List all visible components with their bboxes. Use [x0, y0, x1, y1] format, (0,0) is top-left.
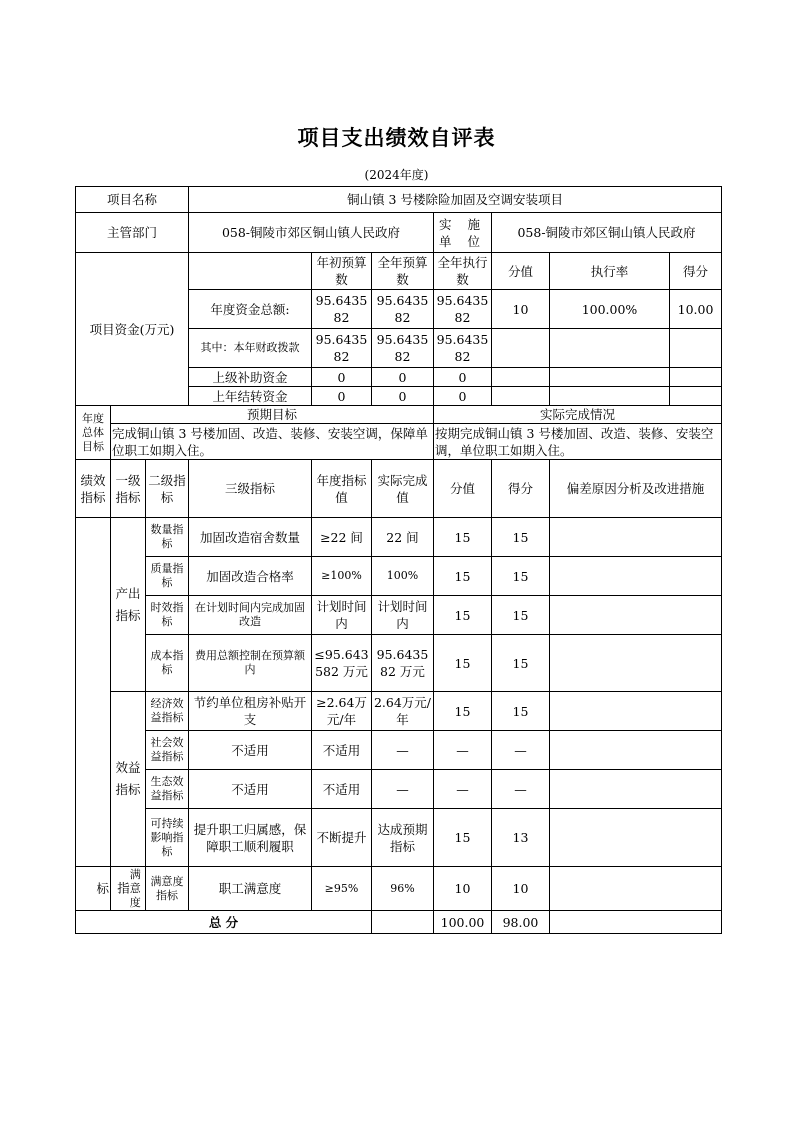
fund-cell: 95.643582	[434, 329, 492, 368]
l2-cell: 可持续影响指标	[146, 809, 189, 867]
target-cell: 不适用	[312, 731, 372, 770]
total-label: 总 分	[76, 911, 372, 934]
indicator-row	[76, 867, 722, 911]
dept-label: 主管部门	[76, 213, 189, 253]
fund-cell	[492, 387, 550, 406]
got-cell: —	[492, 770, 550, 809]
target-cell: ≥2.64万元/年	[312, 692, 372, 731]
fund-header-rate: 执行率	[550, 253, 670, 290]
fund-cell: 0	[434, 368, 492, 387]
l2-cell: 质量指标	[146, 557, 189, 596]
l3-header: 三级指标	[189, 460, 312, 518]
fund-header-b: 全年预算数	[372, 253, 434, 290]
impl-label: 实 施 单 位	[434, 213, 492, 253]
target-cell: ≥22 间	[312, 518, 372, 557]
fund-label: 项目资金(万元)	[76, 253, 189, 406]
score-cell: 15	[434, 557, 492, 596]
target-cell: ≤95.643582 万元	[312, 635, 372, 692]
fund-cell: 0	[312, 368, 372, 387]
actual-cell: 22 间	[372, 518, 434, 557]
score-cell: 15	[434, 635, 492, 692]
l2-cell: 满意度指标	[146, 867, 189, 911]
l3-cell: 加固改造合格率	[189, 557, 312, 596]
project-name-label: 项目名称	[76, 187, 189, 213]
fund-cell	[492, 368, 550, 387]
fund-cell	[670, 368, 722, 387]
l3-cell: 不适用	[189, 731, 312, 770]
fund-cell: 95.643582	[434, 290, 492, 329]
actual-cell: 计划时间内	[372, 596, 434, 635]
l2-cell: 社会效益指标	[146, 731, 189, 770]
report-year: (2024年度)	[364, 168, 429, 182]
total-row	[76, 911, 722, 934]
indicator-header-row	[76, 460, 722, 518]
actual-header: 实际完成值	[372, 460, 434, 518]
fund-row-label: 上年结转资金	[189, 387, 312, 406]
got-cell: 13	[492, 809, 550, 867]
satisfaction-l1-char: 指	[117, 880, 130, 895]
l2-cell: 数量指标	[146, 518, 189, 557]
output-l1: 产出指标	[111, 518, 146, 692]
got-cell: 15	[492, 518, 550, 557]
reason-cell	[550, 809, 722, 867]
reason-cell	[550, 770, 722, 809]
fund-cell	[492, 329, 550, 368]
dept-value: 058-铜陵市郊区铜山镇人民政府	[189, 213, 434, 253]
fund-cell	[550, 329, 670, 368]
perf-column-blank	[76, 518, 111, 867]
score-cell: 15	[434, 596, 492, 635]
actual-cell: —	[372, 731, 434, 770]
satisfaction-perf-fragment: 标	[76, 867, 111, 911]
got-cell: 15	[492, 596, 550, 635]
got-header: 得分	[492, 460, 550, 518]
goal-expected-label: 预期目标	[111, 406, 434, 424]
total-got: 98.00	[492, 911, 550, 934]
fund-cell: 0	[312, 387, 372, 406]
actual-cell: —	[372, 770, 434, 809]
impl-value: 058-铜陵市郊区铜山镇人民政府	[492, 213, 722, 253]
target-header: 年度指标值	[312, 460, 372, 518]
fund-cell: 95.643582	[312, 290, 372, 329]
perf-header: 绩效指标	[76, 460, 111, 518]
reason-cell	[550, 596, 722, 635]
score-cell: 15	[434, 692, 492, 731]
fund-cell: 95.643582	[372, 290, 434, 329]
evaluation-table	[75, 186, 722, 934]
reason-cell	[550, 867, 722, 911]
fund-cell: 95.643582	[312, 329, 372, 368]
fund-cell: 0	[372, 368, 434, 387]
target-cell: ≥100%	[312, 557, 372, 596]
page-title: 项目支出绩效自评表	[297, 126, 496, 150]
l1-header: 一级指标	[111, 460, 146, 518]
score-cell: 10	[434, 867, 492, 911]
l3-cell: 不适用	[189, 770, 312, 809]
got-cell: 15	[492, 557, 550, 596]
l2-cell: 生态效益指标	[146, 770, 189, 809]
project-name-value: 铜山镇 3 号楼除险加固及空调安装项目	[189, 187, 722, 213]
reason-cell	[550, 731, 722, 770]
got-cell: 10	[492, 867, 550, 911]
indicator-row	[76, 557, 722, 596]
l2-cell: 时效指标	[146, 596, 189, 635]
fund-cell	[550, 368, 670, 387]
total-reason	[550, 911, 722, 934]
fund-row-label: 上级补助资金	[189, 368, 312, 387]
actual-cell: 95.643582 万元	[372, 635, 434, 692]
satisfaction-l1-fragment	[111, 867, 146, 911]
target-cell: 计划时间内	[312, 596, 372, 635]
indicator-row	[76, 770, 722, 809]
fund-cell	[670, 329, 722, 368]
goal-header-row	[76, 406, 722, 424]
reason-cell	[550, 692, 722, 731]
fund-header-row	[76, 253, 722, 290]
indicator-row	[76, 635, 722, 692]
fund-cell: 10	[492, 290, 550, 329]
actual-cell: 2.64万元/年	[372, 692, 434, 731]
goal-actual-label: 实际完成情况	[434, 406, 722, 424]
l2-header: 二级指标	[146, 460, 189, 518]
fund-header-a: 年初预算数	[312, 253, 372, 290]
l2-cell: 经济效益指标	[146, 692, 189, 731]
fund-cell: 0	[372, 387, 434, 406]
total-blank	[372, 911, 434, 934]
project-name-row	[76, 187, 722, 213]
total-score: 100.00	[434, 911, 492, 934]
fund-cell	[550, 387, 670, 406]
reason-cell	[550, 635, 722, 692]
dept-row	[76, 213, 722, 253]
benefit-l1: 效益指标	[111, 692, 146, 867]
actual-cell: 100%	[372, 557, 434, 596]
score-header: 分值	[434, 460, 492, 518]
satisfaction-l1-cut: 满意度	[129, 867, 141, 909]
got-cell: 15	[492, 692, 550, 731]
actual-cell: 96%	[372, 867, 434, 911]
fund-header-blank	[189, 253, 312, 290]
fund-cell: 10.00	[670, 290, 722, 329]
fund-cell	[670, 387, 722, 406]
l3-cell: 提升职工归属感，保障职工顺利履职	[189, 809, 312, 867]
goal-content-row	[76, 424, 722, 460]
fund-row-label: 其中：本年财政拨款	[189, 329, 312, 368]
l3-cell: 加固改造宿舍数量	[189, 518, 312, 557]
score-cell: —	[434, 731, 492, 770]
fund-cell: 100.00%	[550, 290, 670, 329]
got-cell: 15	[492, 635, 550, 692]
target-cell: 不适用	[312, 770, 372, 809]
l3-cell: 节约单位租房补贴开支	[189, 692, 312, 731]
l3-cell: 职工满意度	[189, 867, 312, 911]
fund-header-got: 得分	[670, 253, 722, 290]
goal-label: 年度总体目标	[76, 406, 111, 460]
target-cell: ≥95%	[312, 867, 372, 911]
indicator-row	[76, 692, 722, 731]
indicator-row	[76, 518, 722, 557]
fund-header-c: 全年执行数	[434, 253, 492, 290]
fund-row-label: 年度资金总额:	[189, 290, 312, 329]
goal-actual-text: 按期完成铜山镇 3 号楼加固、改造、装修、安装空调，单位职工如期入住。	[434, 424, 722, 460]
fund-header-score: 分值	[492, 253, 550, 290]
actual-cell: 达成预期指标	[372, 809, 434, 867]
l3-cell: 在计划时间内完成加固改造	[189, 596, 312, 635]
score-cell: 15	[434, 809, 492, 867]
fund-cell: 95.643582	[372, 329, 434, 368]
score-cell: —	[434, 770, 492, 809]
fund-cell: 0	[434, 387, 492, 406]
indicator-row	[76, 731, 722, 770]
reason-cell	[550, 518, 722, 557]
l3-cell: 费用总额控制在预算额内	[189, 635, 312, 692]
l2-cell: 成本指标	[146, 635, 189, 692]
target-cell: 不断提升	[312, 809, 372, 867]
score-cell: 15	[434, 518, 492, 557]
indicator-row	[76, 596, 722, 635]
goal-expected-text: 完成铜山镇 3 号楼加固、改造、装修、安装空调，保障单位职工如期入住。	[111, 424, 434, 460]
got-cell: —	[492, 731, 550, 770]
indicator-row	[76, 809, 722, 867]
reason-header: 偏差原因分析及改进措施	[550, 460, 722, 518]
reason-cell	[550, 557, 722, 596]
